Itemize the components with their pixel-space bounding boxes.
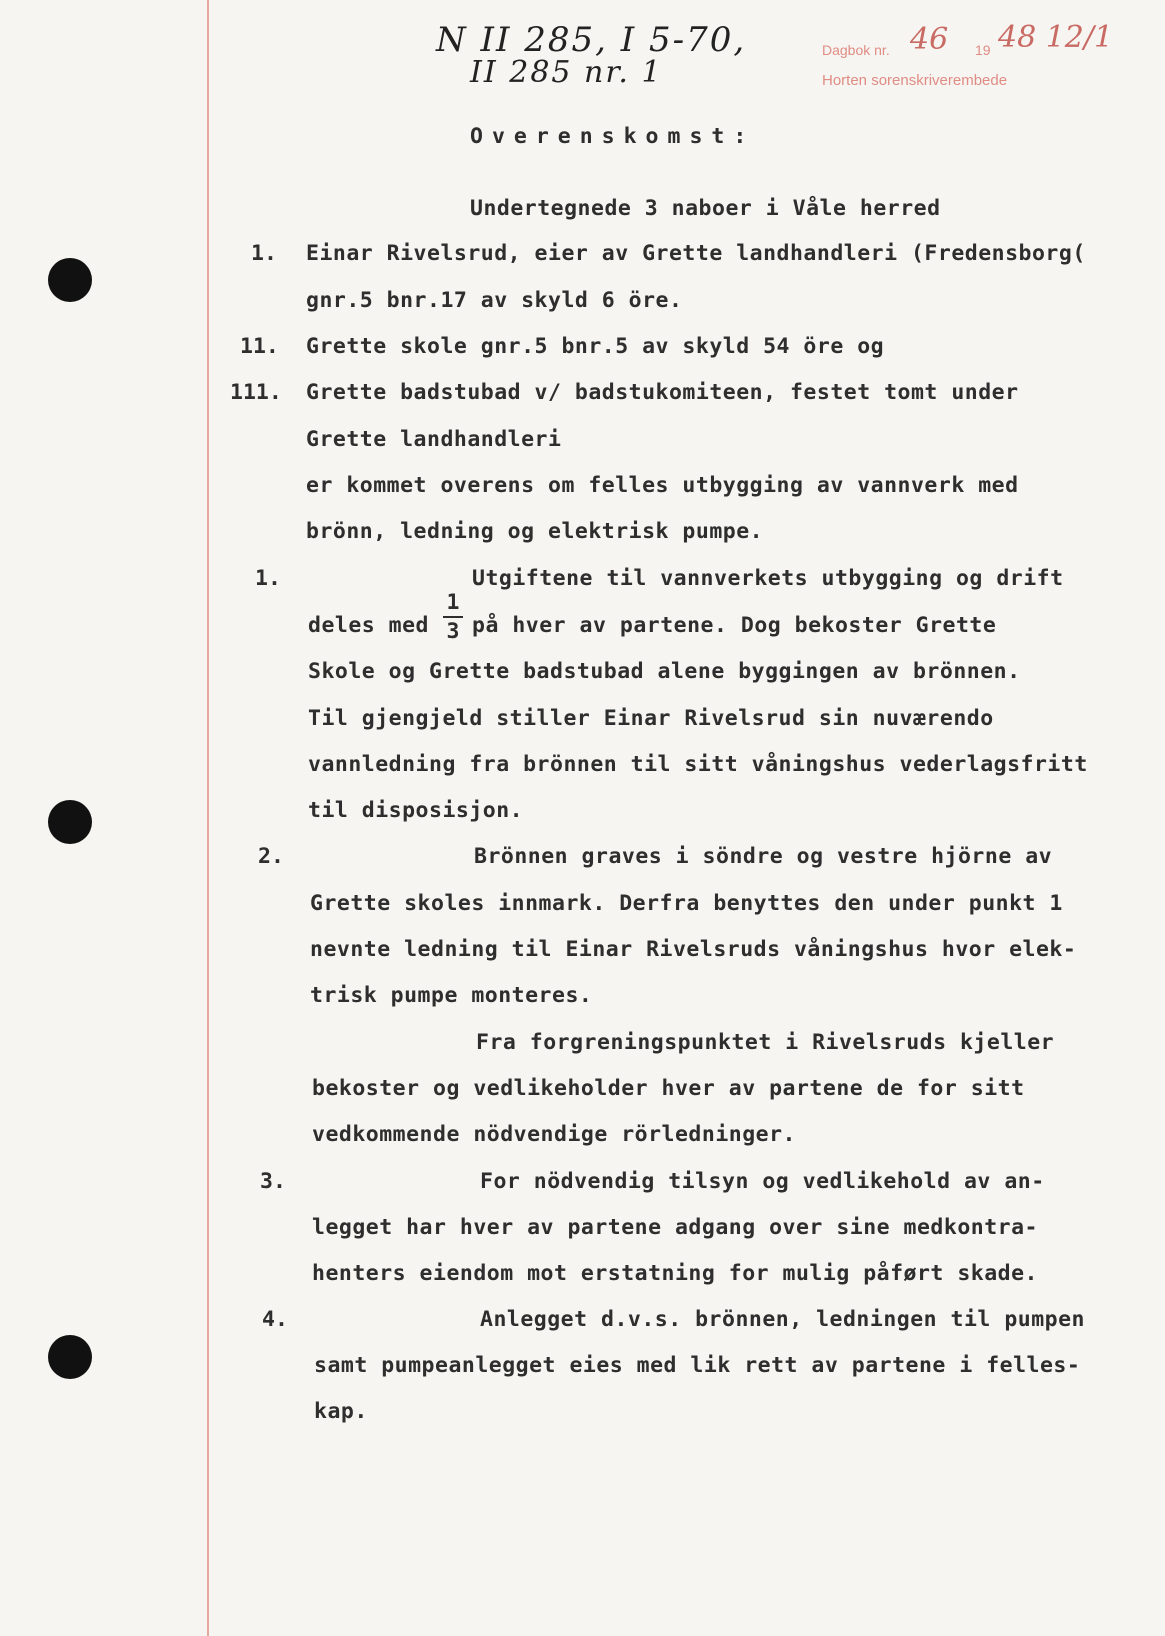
party-number: 11.: [240, 334, 279, 359]
clause-line: nevnte ledning til Einar Rivelsruds våningshus hvor elek-: [310, 937, 1077, 962]
clause-line: Utgiftene til vannverkets utbygging og drift: [472, 566, 1064, 591]
punch-hole: [48, 800, 92, 844]
clause-line: trisk pumpe monteres.: [310, 983, 593, 1008]
fraction-one-third: [443, 590, 463, 644]
clause-line: til disposisjon.: [308, 798, 524, 823]
stamp-date: 48 12/1: [998, 20, 1114, 55]
party-number: 111.: [230, 380, 282, 405]
clause-line: på hver av partene. Dog bekoster Grette: [472, 613, 997, 638]
clause-line: henters eiendom mot erstatning for mulig påført skade.: [312, 1261, 1038, 1286]
clause-number: 1.: [255, 566, 281, 591]
stamp-number: 46: [910, 22, 949, 57]
clause-line: kap.: [314, 1399, 368, 1424]
margin-rule: [207, 0, 209, 1636]
clause-line: bekoster og vedlikeholder hver av partene de for sitt: [312, 1076, 1025, 1101]
clause-line: vannledning fra brönnen til sitt våningshus vederlagsfritt: [308, 752, 1088, 777]
clause-line: Brönnen graves i söndre og vestre hjörne av: [474, 844, 1053, 869]
agreement-line: er kommet overens om felles utbygging av vannverk med: [306, 473, 1019, 498]
clause-line: legget har hver av partene adgang over sine medkontra-: [312, 1215, 1038, 1240]
party-line: Einar Rivelsrud, eier av Grette landhandleri (Fredensborg(: [306, 241, 1086, 266]
party-line: Grette badstubad v/ badstukomiteen, festet tomt under: [306, 380, 1019, 405]
punch-hole: [48, 1335, 92, 1379]
clause-line: Fra forgreningspunktet i Rivelsruds kjeller: [476, 1030, 1055, 1055]
party-line: Grette skole gnr.5 bnr.5 av skyld 54 öre og: [306, 334, 885, 359]
document-title: Overenskomst:: [470, 124, 756, 149]
clause-line: vedkommende nödvendige rörledninger.: [312, 1122, 796, 1147]
stamp-label: Dagbok nr.: [822, 42, 890, 58]
party-line: gnr.5 bnr.17 av skyld 6 öre.: [306, 288, 683, 313]
fraction-denominator: 3: [446, 619, 460, 644]
stamp-office: Horten sorenskriverembede: [822, 72, 1008, 89]
party-number: 1.: [251, 241, 277, 266]
clause-number: 3.: [260, 1169, 286, 1194]
clause-number: 4.: [262, 1307, 288, 1332]
clause-line: deles med: [308, 613, 429, 638]
handwritten-reference-2: II 285 nr. 1: [470, 55, 663, 90]
clause-number: 2.: [258, 844, 284, 869]
clause-line: Grette skoles innmark. Derfra benyttes den under punkt 1: [310, 891, 1063, 916]
punch-hole: [48, 258, 92, 302]
clause-line: Anlegget d.v.s. brönnen, ledningen til pumpen: [480, 1307, 1085, 1332]
handwritten-reference: N II 285, I 5-70,: [436, 20, 747, 60]
fraction-numerator: 1: [446, 590, 460, 615]
clause-line: For nödvendig tilsyn og vedlikehold av an-: [480, 1169, 1045, 1194]
agreement-line: brönn, ledning og elektrisk pumpe.: [306, 519, 764, 544]
stamp-year-prefix: 19: [975, 42, 991, 58]
clause-line: samt pumpeanlegget eies med lik rett av partene i felles-: [314, 1353, 1081, 1378]
party-line: Grette landhandleri: [306, 427, 562, 452]
clause-line: Til gjengjeld stiller Einar Rivelsrud sin nuværendo: [308, 706, 994, 731]
fraction-bar: [443, 616, 463, 618]
intro-line: Undertegnede 3 naboer i Våle herred: [470, 196, 941, 221]
clause-line: Skole og Grette badstubad alene byggingen av brönnen.: [308, 659, 1021, 684]
